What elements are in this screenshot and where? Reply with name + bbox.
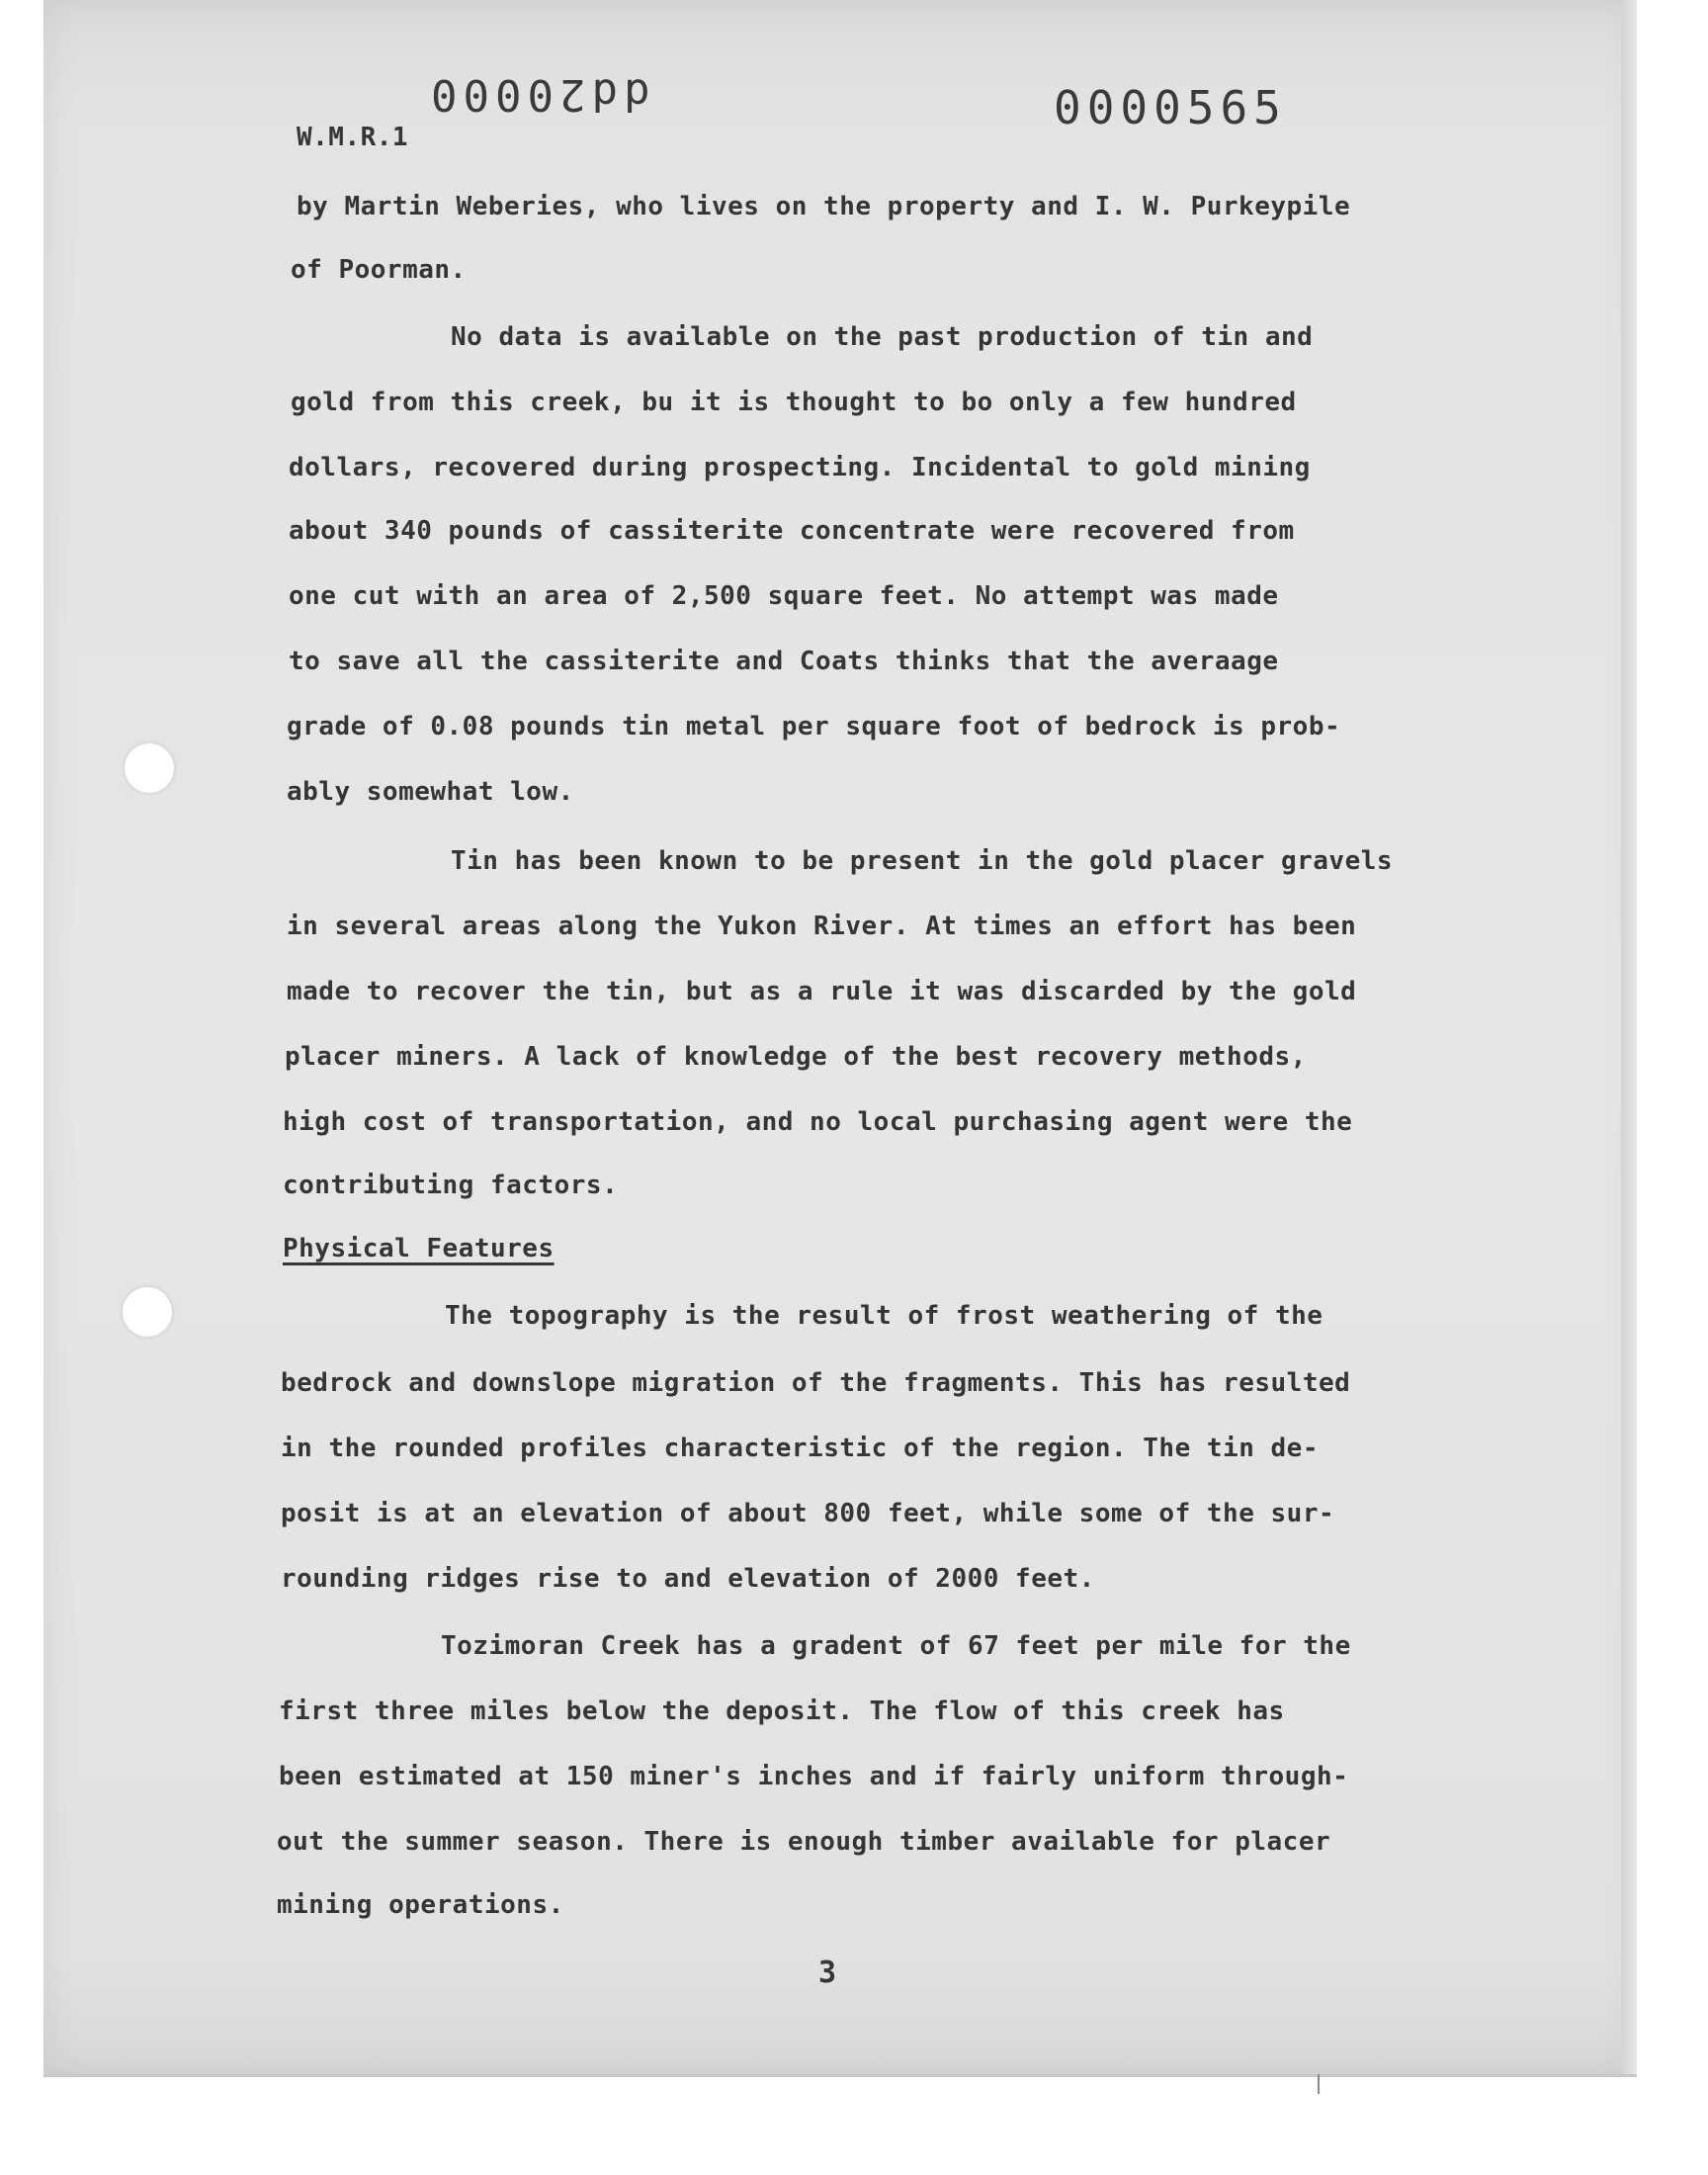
- text-line: mining operations.: [277, 1890, 564, 1920]
- punch-hole-lower: [123, 1287, 172, 1337]
- text-line: made to recover the tin, but as a rule it was discarded by the gold: [287, 977, 1357, 1006]
- stamp-number-left: dd20000: [425, 69, 650, 120]
- text-line: high cost of transportation, and no local purchasing agent were the: [283, 1107, 1353, 1137]
- punch-hole-upper: [125, 743, 174, 793]
- text-line: Tozimoran Creek has a gradent of 67 feet per mile for the: [441, 1631, 1351, 1661]
- text-line: in the rounded profiles characteristic of the region. The tin de-: [281, 1434, 1319, 1463]
- text-line: bedrock and downslope migration of the fragments. This has resulted: [281, 1368, 1351, 1398]
- text-line: posit is at an elevation of about 800 feet, while some of the sur-: [281, 1499, 1335, 1528]
- text-line: contributing factors.: [283, 1171, 619, 1200]
- scan-tick-mark: [1318, 2074, 1320, 2094]
- text-line: The topography is the result of frost weathering of the: [445, 1301, 1324, 1331]
- text-line: out the summer season. There is enough timber available for placer: [277, 1827, 1331, 1857]
- text-line: by Martin Weberies, who lives on the property and I. W. Purkeypile: [297, 192, 1351, 221]
- text-line: ably somewhat low.: [287, 777, 574, 807]
- text-line: grade of 0.08 pounds tin metal per square foot of bedrock is prob-: [287, 712, 1341, 741]
- page-number: 3: [818, 1956, 837, 1990]
- text-line: No data is available on the past production of tin and: [451, 322, 1314, 352]
- text-line: first three miles below the deposit. The flow of this creek has: [279, 1696, 1285, 1726]
- page-bottom-edge: [43, 2074, 1637, 2077]
- text-line: Tin has been known to be present in the gold placer gravels: [451, 846, 1394, 876]
- text-line: of Poorman.: [291, 255, 467, 285]
- page-edge-shadow: [1621, 0, 1637, 2076]
- text-line: gold from this creek, bu it is thought to bo only a few hundred: [291, 388, 1297, 417]
- section-heading-physical-features: Physical Features: [283, 1234, 555, 1263]
- text-line: about 340 pounds of cassiterite concentrate were recovered from: [289, 516, 1295, 546]
- stamp-number-right: 0000565: [1054, 81, 1287, 134]
- header-reference: W.M.R.1: [297, 123, 409, 152]
- text-line: placer miners. A lack of knowledge of the best recovery methods,: [285, 1042, 1307, 1072]
- text-line: rounding ridges rise to and elevation of 2000 feet.: [281, 1564, 1095, 1594]
- text-line: been estimated at 150 miner's inches and if fairly uniform through-: [279, 1762, 1349, 1791]
- text-line: dollars, recovered during prospecting. Incidental to gold mining: [289, 453, 1311, 482]
- text-line: in several areas along the Yukon River. At times an effort has been: [287, 912, 1357, 941]
- text-line: one cut with an area of 2,500 square feet. No attempt was made: [289, 581, 1279, 611]
- text-line: to save all the cassiterite and Coats thinks that the averaage: [289, 647, 1279, 676]
